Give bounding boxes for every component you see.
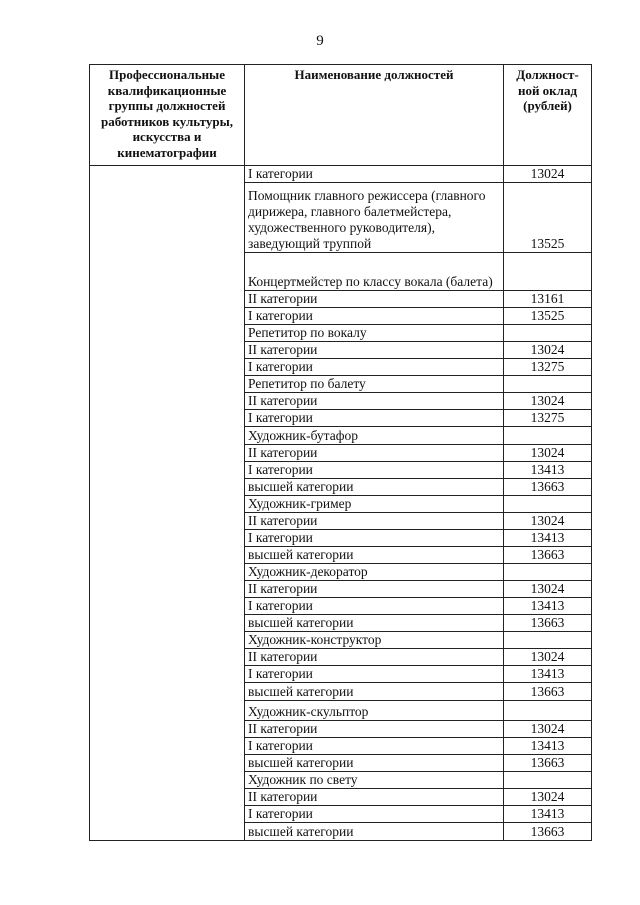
salary-cell: 13413 [504, 738, 592, 755]
table-body [90, 166, 592, 841]
position-name-cell: I категории [245, 308, 504, 325]
page-number: 9 [316, 33, 324, 49]
salary-cell: 13161 [504, 291, 592, 308]
header-professional-group: Профессиональные квалификационные группы должностей работников культуры, искусства и кинематографии [90, 65, 245, 166]
salary-cell [504, 496, 592, 513]
salary-cell: 13024 [504, 342, 592, 359]
position-name-cell: II категории [245, 291, 504, 308]
position-name-cell: I категории [245, 462, 504, 479]
salary-cell: 13525 [504, 308, 592, 325]
salary-cell: 13024 [504, 513, 592, 530]
salary-cell [504, 772, 592, 789]
salary-cell: 13024 [504, 789, 592, 806]
salary-cell [504, 376, 592, 393]
position-name-cell: высшей категории [245, 547, 504, 564]
salary-cell: 13413 [504, 806, 592, 823]
position-name-cell: высшей категории [245, 755, 504, 772]
position-name-cell: II категории [245, 513, 504, 530]
salary-cell: 13663 [504, 683, 592, 701]
position-name-cell: Художник-скульптор [245, 701, 504, 721]
salary-cell: 13663 [504, 479, 592, 496]
salary-cell: 13275 [504, 410, 592, 427]
salary-table [89, 64, 592, 841]
salary-cell: 13275 [504, 359, 592, 376]
salary-cell: 13024 [504, 649, 592, 666]
position-name-cell: высшей категории [245, 823, 504, 841]
salary-cell: 13663 [504, 547, 592, 564]
salary-cell: 13413 [504, 530, 592, 547]
salary-cell: 13663 [504, 615, 592, 632]
salary-cell [504, 253, 592, 291]
position-name-cell: I категории [245, 806, 504, 823]
position-name-cell: Художник по свету [245, 772, 504, 789]
position-name-cell: I категории [245, 166, 504, 183]
header-position-name: Наименование должностей [245, 65, 504, 166]
position-name-cell: Репетитор по балету [245, 376, 504, 393]
position-name-cell: Репетитор по вокалу [245, 325, 504, 342]
position-name-cell: высшей категории [245, 615, 504, 632]
salary-cell: 13413 [504, 666, 592, 683]
salary-cell: 13413 [504, 598, 592, 615]
salary-cell [504, 701, 592, 721]
salary-cell: 13024 [504, 393, 592, 410]
salary-cell: 13024 [504, 581, 592, 598]
position-name-cell: I категории [245, 598, 504, 615]
position-name-cell: II категории [245, 342, 504, 359]
salary-cell [504, 325, 592, 342]
position-name-cell: высшей категории [245, 479, 504, 496]
position-name-cell: Художник-бутафор [245, 427, 504, 445]
position-name-cell: I категории [245, 666, 504, 683]
position-name-cell: Помощник главного режиссера (главного дирижера, главного балетмейстера, художественного руководителя), заведующий труппой [245, 183, 504, 253]
position-name-cell: Художник-гример [245, 496, 504, 513]
salary-cell: 13663 [504, 755, 592, 772]
header-salary: Должност-ной оклад (рублей) [504, 65, 592, 166]
table-row [90, 166, 592, 183]
position-name-cell: I категории [245, 530, 504, 547]
position-name-cell: I категории [245, 738, 504, 755]
position-name-cell: II категории [245, 393, 504, 410]
salary-cell: 13024 [504, 445, 592, 462]
salary-cell: 13525 [504, 183, 592, 253]
salary-cell: 13663 [504, 823, 592, 841]
position-name-cell: Концертмейстер по классу вокала (балета) [245, 253, 504, 291]
salary-cell: 13413 [504, 462, 592, 479]
position-name-cell: высшей категории [245, 683, 504, 701]
table-header-row [90, 65, 592, 166]
position-name-cell: II категории [245, 789, 504, 806]
position-name-cell: II категории [245, 581, 504, 598]
salary-cell [504, 632, 592, 649]
salary-cell: 13024 [504, 721, 592, 738]
group-cell [90, 166, 245, 841]
position-name-cell: Художник-конструктор [245, 632, 504, 649]
position-name-cell: II категории [245, 649, 504, 666]
position-name-cell: II категории [245, 445, 504, 462]
position-name-cell: I категории [245, 410, 504, 427]
salary-cell: 13024 [504, 166, 592, 183]
salary-cell [504, 564, 592, 581]
position-name-cell: I категории [245, 359, 504, 376]
position-name-cell: Художник-декоратор [245, 564, 504, 581]
salary-cell [504, 427, 592, 445]
position-name-cell: II категории [245, 721, 504, 738]
